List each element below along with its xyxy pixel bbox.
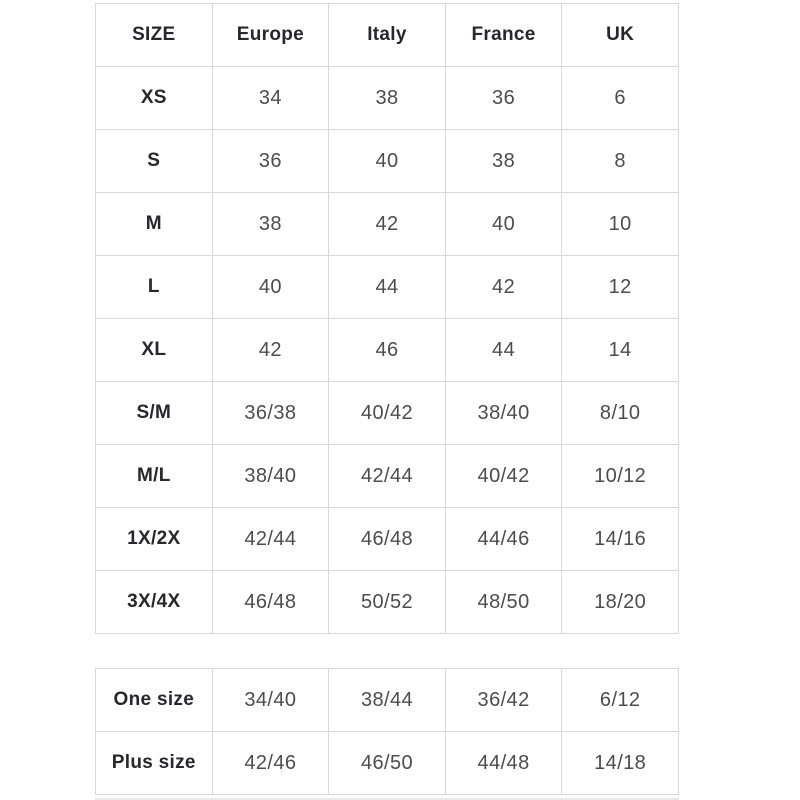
column-header-italy: Italy xyxy=(329,4,446,67)
value-cell: 38/40 xyxy=(445,382,562,445)
value-cell: 46/50 xyxy=(329,732,446,795)
size-label-cell: M xyxy=(96,193,213,256)
size-guide-section xyxy=(95,3,679,800)
size-label-cell: XL xyxy=(96,319,213,382)
value-cell: 38 xyxy=(445,130,562,193)
value-cell: 34/40 xyxy=(212,669,329,732)
value-cell: 42/44 xyxy=(212,508,329,571)
table-row xyxy=(96,382,679,445)
value-cell: 44/48 xyxy=(445,732,562,795)
value-cell: 44 xyxy=(445,319,562,382)
value-cell: 38 xyxy=(212,193,329,256)
size-label-cell: XS xyxy=(96,67,213,130)
size-label-cell: L xyxy=(96,256,213,319)
value-cell: 44 xyxy=(329,256,446,319)
size-conversion-table xyxy=(95,3,679,634)
value-cell: 14/18 xyxy=(562,732,679,795)
size-label-cell: One size xyxy=(96,669,213,732)
value-cell: 42 xyxy=(445,256,562,319)
value-cell: 46 xyxy=(329,319,446,382)
value-cell: 42 xyxy=(212,319,329,382)
value-cell: 40 xyxy=(445,193,562,256)
value-cell: 38/40 xyxy=(212,445,329,508)
table-row xyxy=(96,669,679,732)
value-cell: 36 xyxy=(212,130,329,193)
value-cell: 36/38 xyxy=(212,382,329,445)
value-cell: 10 xyxy=(562,193,679,256)
size-label-cell: 3X/4X xyxy=(96,571,213,634)
table-row xyxy=(96,67,679,130)
value-cell: 38 xyxy=(329,67,446,130)
value-cell: 14/16 xyxy=(562,508,679,571)
value-cell: 40/42 xyxy=(445,445,562,508)
size-label-cell: M/L xyxy=(96,445,213,508)
table-row xyxy=(96,445,679,508)
column-header-france: France xyxy=(445,4,562,67)
value-cell: 10/12 xyxy=(562,445,679,508)
value-cell: 6/12 xyxy=(562,669,679,732)
value-cell: 12 xyxy=(562,256,679,319)
value-cell: 44/46 xyxy=(445,508,562,571)
table-row xyxy=(96,256,679,319)
value-cell: 40 xyxy=(329,130,446,193)
value-cell: 38/44 xyxy=(329,669,446,732)
size-label-cell: S/M xyxy=(96,382,213,445)
value-cell: 40/42 xyxy=(329,382,446,445)
value-cell: 18/20 xyxy=(562,571,679,634)
value-cell: 14 xyxy=(562,319,679,382)
value-cell: 34 xyxy=(212,67,329,130)
value-cell: 40 xyxy=(212,256,329,319)
column-header-uk: UK xyxy=(562,4,679,67)
table-row xyxy=(96,130,679,193)
size-label-cell: 1X/2X xyxy=(96,508,213,571)
value-cell: 42/44 xyxy=(329,445,446,508)
table-row xyxy=(96,319,679,382)
value-cell: 42/46 xyxy=(212,732,329,795)
column-header-size: SIZE xyxy=(96,4,213,67)
table-row xyxy=(96,732,679,795)
value-cell: 50/52 xyxy=(329,571,446,634)
value-cell: 6 xyxy=(562,67,679,130)
table-row xyxy=(96,571,679,634)
special-size-table xyxy=(95,668,679,795)
value-cell: 8/10 xyxy=(562,382,679,445)
value-cell: 36 xyxy=(445,67,562,130)
value-cell: 48/50 xyxy=(445,571,562,634)
value-cell: 36/42 xyxy=(445,669,562,732)
value-cell: 8 xyxy=(562,130,679,193)
size-label-cell: Plus size xyxy=(96,732,213,795)
size-label-cell: S xyxy=(96,130,213,193)
table-row xyxy=(96,508,679,571)
column-header-europe: Europe xyxy=(212,4,329,67)
value-cell: 46/48 xyxy=(329,508,446,571)
table-row xyxy=(96,193,679,256)
value-cell: 46/48 xyxy=(212,571,329,634)
header-row xyxy=(96,4,679,67)
value-cell: 42 xyxy=(329,193,446,256)
